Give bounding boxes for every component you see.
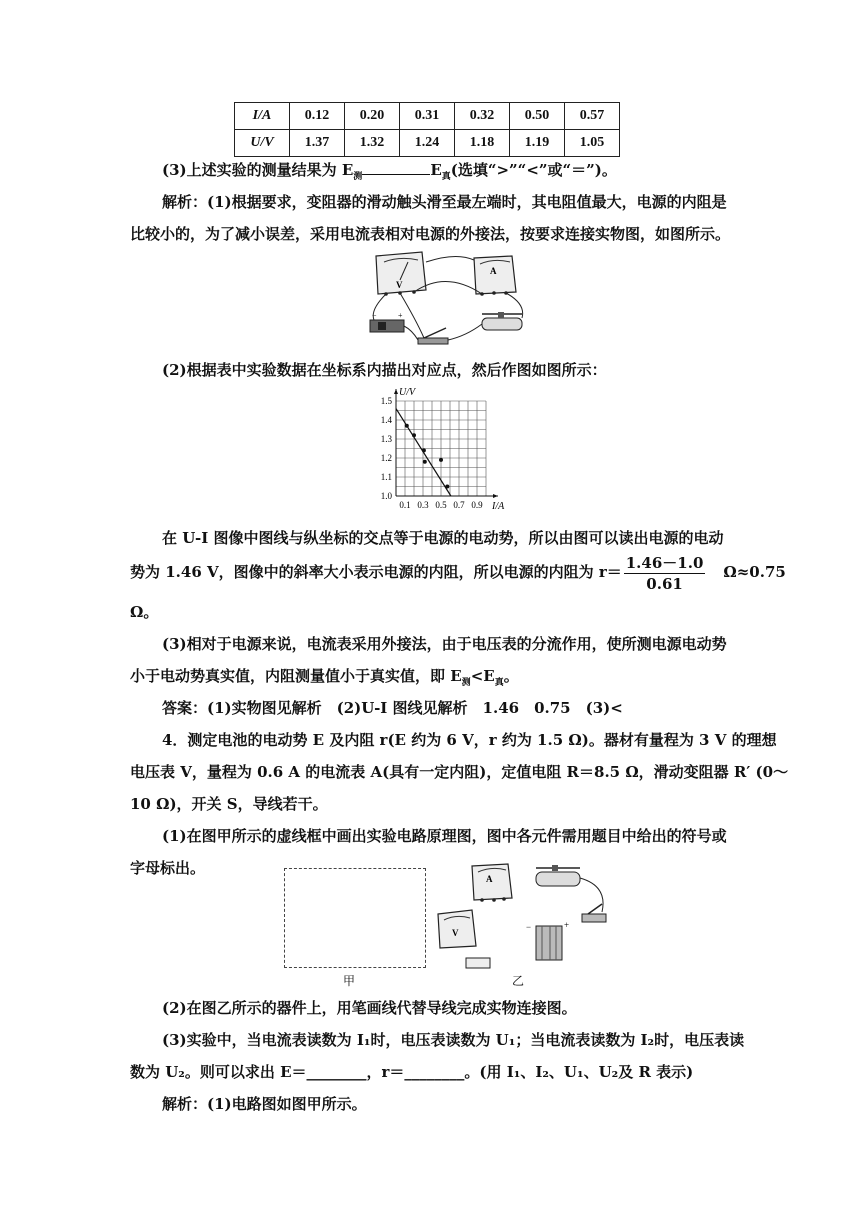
problem-4-q3-line-1: (3)实验中，当电流表读数为 I₁时，电压表读数为 U₁；当电流表读数为 I₂时，电压表读 [162, 1031, 745, 1049]
analysis-4-line-1: (3)相对于电源来说，电流表采用外接法，由于电压表的分流作用，使所测电源电动势 [162, 635, 727, 653]
table-cell: 0.31 [400, 103, 455, 130]
table-cell: 0.20 [345, 103, 400, 130]
y-tick-label: 1.2 [380, 453, 392, 463]
table-row [235, 103, 620, 130]
switch-icon [418, 328, 448, 344]
resistance-fraction: $\frac{1.46-1.0}{0.61}$ [625, 553, 704, 593]
problem-4-line-3: 10 Ω)，开关 S，导线若干。 [130, 795, 328, 813]
chart-points [396, 409, 451, 496]
data-point [412, 433, 416, 437]
data-point [405, 424, 409, 428]
x-tick-label: 0.3 [417, 500, 429, 510]
y-tick-label: 1.5 [380, 396, 392, 406]
y-tick-label: 1.4 [380, 415, 392, 425]
data-point [423, 460, 427, 464]
data-point [422, 448, 426, 452]
table-cell: 0.57 [565, 103, 620, 130]
table-cell: 0.50 [510, 103, 565, 130]
analysis-2-line-1: (2)根据表中实验数据在坐标系内描出对应点，然后作图如图所示： [162, 361, 607, 379]
analysis-3-line-3: Ω。 [130, 603, 159, 621]
x-tick-label: 0.5 [435, 500, 447, 510]
problem-4-q3-line-2: 数为 U₂。则可以求出 E＝________，r＝________。(用 I₁、I₂、U₁、U₂及 R 表示) [130, 1063, 694, 1081]
data-point [445, 485, 449, 489]
y-tick-label: 1.0 [380, 491, 392, 501]
data-point [439, 458, 443, 462]
table-cell: 0.32 [455, 103, 510, 130]
svg-text:V: V [396, 280, 403, 290]
x-tick-label: 0.7 [453, 500, 465, 510]
circuit-draw-box[interactable] [284, 868, 426, 968]
question-3-line: (3)上述实验的测量结果为 $E_测$ $E_真$(选填“>”“<”或“＝”)。 [162, 161, 617, 182]
svg-text:A: A [486, 874, 493, 884]
analysis-1-line-2: 比较小的，为了减小误差，采用电流表相对电源的外接法，按要求连接实物图，如图所示。 [130, 225, 731, 243]
problem-4-analysis: 解析：(1)电路图如图甲所示。 [162, 1095, 367, 1113]
table-cell: 0.12 [290, 103, 345, 130]
ammeter-icon [472, 864, 512, 902]
figure-label-a: 甲 [343, 974, 356, 988]
table-header-voltage: U/V [235, 130, 290, 157]
problem-4-q1-line-1: (1)在图甲所示的虚线框中画出实验电路原理图，图中各元件需用题目中给出的符号或 [162, 827, 727, 845]
table-header-current: I/A [235, 103, 290, 130]
y-axis-label: U/V [399, 387, 416, 398]
answer-blank[interactable] [362, 160, 430, 175]
table-cell: 1.37 [290, 130, 345, 157]
problem-4-q2: (2)在图乙所示的器件上，用笔画线代替导线完成实物连接图。 [162, 999, 577, 1017]
analysis-3-line-2: 势为 1.46 V，图像中的斜率大小表示电源的内阻，所以电源的内阻为 r＝ $\frac{1.46-1.0}{0.61}$ Ω≈0.75 [130, 553, 786, 593]
table-cell: 1.05 [565, 130, 620, 157]
svg-text:V: V [452, 928, 459, 938]
svg-text:+: + [564, 920, 570, 930]
rheostat-icon [536, 865, 580, 886]
table-cell: 1.24 [400, 130, 455, 157]
y-tick-label: 1.1 [380, 472, 392, 482]
ui-graph [362, 384, 512, 514]
chart-grid [396, 401, 486, 496]
data-table [234, 102, 620, 157]
battery-icon [370, 311, 404, 332]
y-axis-arrow [394, 389, 398, 394]
resistor-icon [466, 958, 490, 968]
svg-text:−: − [526, 922, 532, 932]
ammeter-icon [474, 256, 516, 296]
battery-icon [526, 920, 569, 960]
components-figure [432, 862, 622, 972]
svg-text:A: A [490, 266, 497, 276]
rheostat-icon [482, 312, 522, 330]
x-axis-label: I/A [492, 501, 505, 512]
analysis-1-line-1: 解析：(1)根据要求，变阻器的滑动触头滑至最左端时，其电阻值最大，电源的内阻是 [162, 193, 727, 211]
voltmeter-icon [438, 910, 476, 948]
problem-4-q1-line-2: 字母标出。 [130, 859, 206, 877]
answer-line: 答案：(1)实物图见解析 (2)U-I 图线见解析 1.46 0.75 (3)< [162, 699, 623, 717]
x-tick-label: 0.9 [471, 500, 483, 510]
figure-label-b: 乙 [512, 974, 525, 988]
problem-4-line-2: 电压表 V，量程为 0.6 A 的电流表 A(具有一定内阻)，定值电阻 R＝8.5 Ω，滑动变阻器 R′ (0～ [130, 763, 789, 781]
x-tick-label: 0.1 [399, 500, 411, 510]
x-axis-arrow [493, 494, 498, 498]
svg-text:−: − [372, 311, 377, 320]
table-cell: 1.18 [455, 130, 510, 157]
table-cell: 1.19 [510, 130, 565, 157]
analysis-4-line-2: 小于电动势真实值，内阻测量值小于真实值，即 $E_测<E_真$。 [130, 667, 519, 688]
analysis-3-line-1: 在 U-I 图像中图线与纵坐标的交点等于电源的电动势，所以由图可以读出电源的电动 [162, 529, 724, 547]
circuit-photo-figure [356, 250, 532, 350]
svg-text:+: + [398, 311, 403, 320]
problem-4-line-1: 4．测定电池的电动势 E 及内阻 r(E 约为 6 V，r 约为 1.5 Ω)。器材有量程为 3 V 的理想 [162, 731, 777, 749]
table-cell: 1.32 [345, 130, 400, 157]
table-row [235, 130, 620, 157]
y-tick-label: 1.3 [380, 434, 392, 444]
